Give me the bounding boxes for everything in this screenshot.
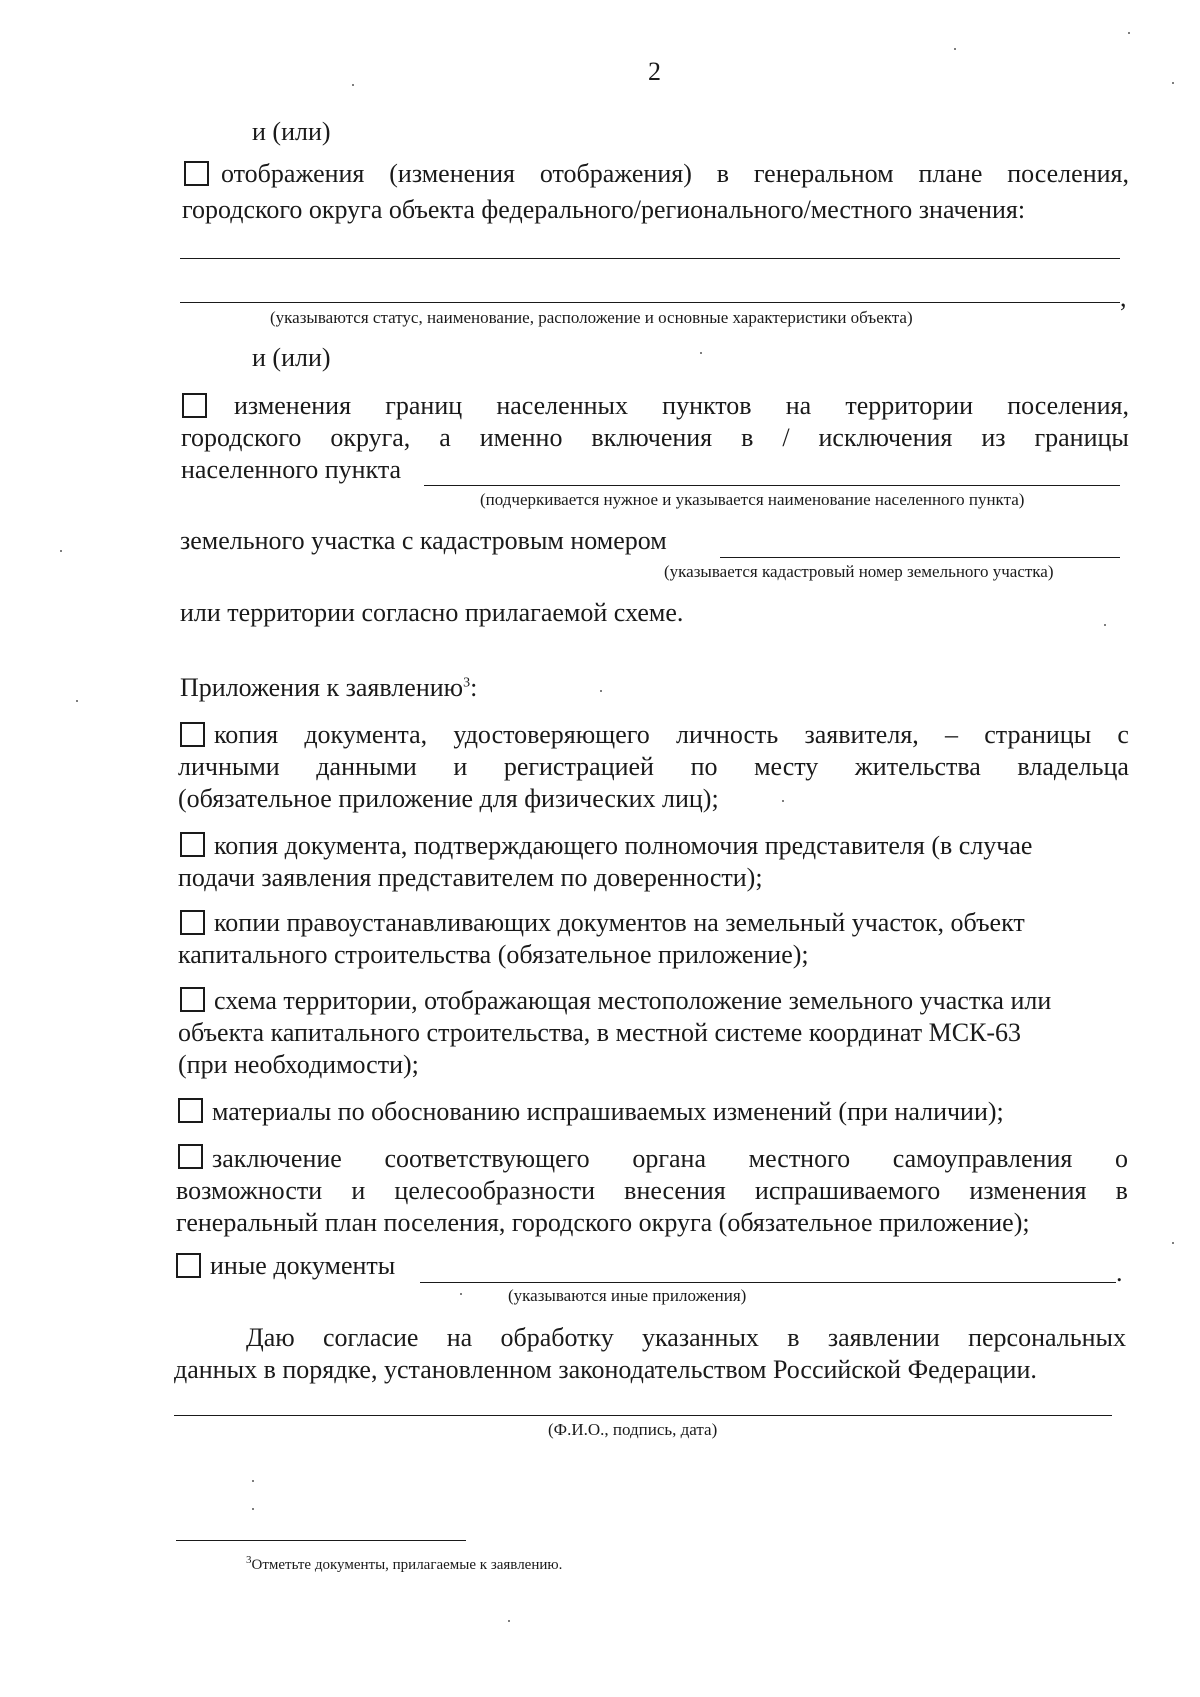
attachments-heading: Приложения к заявлению$^3$: (180, 673, 478, 702)
checkbox-change-borders[interactable] (182, 393, 207, 418)
change-borders-line-3: населенного пункта (181, 455, 402, 484)
title-docs-line-2: капитального строительства (обязательное приложение); (178, 940, 809, 969)
checkbox-other-docs[interactable] (176, 1253, 201, 1278)
checkbox-local-authority-conclusion[interactable] (178, 1144, 203, 1169)
footnote-separator (176, 1540, 466, 1541)
title-docs-line-1: копии правоустанавливающих документов на земельный участок, объект (214, 908, 1025, 937)
settlement-name-fill-line[interactable] (424, 485, 1120, 486)
display-object-line-2: городского округа объекта федерального/регионального/местного значения: (182, 195, 1026, 224)
conclusion-line-3: генеральный план поселения, городского округа (обязательное приложение); (176, 1208, 1030, 1237)
scan-speck (782, 800, 784, 802)
scan-speck (352, 84, 354, 86)
scan-speck (954, 48, 956, 50)
other-docs-fill-line[interactable] (420, 1282, 1116, 1283)
checkbox-representative-doc[interactable] (180, 832, 205, 857)
scan-speck (700, 352, 702, 354)
checkbox-display-object[interactable] (184, 161, 209, 186)
display-object-comma: , (1120, 283, 1127, 312)
display-object-hint: (указываются статус, наименование, расположение и основные характеристики объекта) (270, 308, 913, 327)
consent-line-2: данных в порядке, установленном законодательством Российской Федерации. (174, 1355, 1037, 1384)
representative-doc-line-1: копия документа, подтверждающего полномочия представителя (в случае (214, 831, 1033, 860)
change-borders-line-1: изменения границ населенных пунктов на территории поселения, (234, 391, 1129, 420)
display-object-fill-line-2[interactable] (180, 302, 1120, 303)
scan-speck (1104, 624, 1106, 626)
cadastral-number-fill-line[interactable] (720, 557, 1120, 558)
scan-speck (60, 550, 62, 552)
territory-scheme-line-1: схема территории, отображающая местоположение земельного участка или (214, 986, 1052, 1015)
consent-line-1: Даю согласие на обработку указанных в заявлении персональных (246, 1323, 1126, 1352)
territory-scheme-text: или территории согласно прилагаемой схеме. (180, 598, 684, 627)
identity-doc-line-2: личными данными и регистрацией по месту жительства владельца (178, 752, 1129, 781)
identity-doc-line-1: копия документа, удостоверяющего личность заявителя, – страницы с (214, 720, 1129, 749)
representative-doc-line-2: подачи заявления представителем по доверенности); (178, 863, 763, 892)
territory-scheme-line-2: объекта капитального строительства, в местной системе координат МСК-63 (178, 1018, 1022, 1047)
checkbox-identity-doc[interactable] (180, 722, 205, 747)
conclusion-line-2: возможности и целесообразности внесения испрашиваемого изменения в (176, 1176, 1128, 1205)
conclusion-line-1: заключение соответствующего органа местного самоуправления о (212, 1144, 1128, 1173)
scan-speck (1172, 82, 1174, 84)
display-object-fill-line-1[interactable] (180, 258, 1120, 259)
checkbox-title-docs[interactable] (180, 910, 205, 935)
page-number: 2 (648, 57, 661, 86)
other-docs-label: иные документы (210, 1251, 396, 1280)
footnote-text: $^3$Отметьте документы, прилагаемые к заявлению. (246, 1554, 563, 1573)
display-object-line-1: отображения (изменения отображения) в генеральном плане поселения, (221, 159, 1129, 188)
change-borders-hint: (подчеркивается нужное и указывается наименование населенного пункта) (480, 490, 1025, 509)
checkbox-territory-scheme[interactable] (180, 987, 205, 1012)
other-docs-hint: (указываются иные приложения) (508, 1286, 747, 1305)
cadastral-hint: (указывается кадастровый номер земельного участка) (664, 562, 1054, 581)
territory-scheme-line-3: (при необходимости); (178, 1050, 419, 1079)
scan-speck (600, 690, 602, 692)
scan-speck (76, 700, 78, 702)
or-label-1: и (или) (252, 117, 331, 146)
signature-hint: (Ф.И.О., подпись, дата) (548, 1420, 718, 1439)
scan-speck (252, 1480, 254, 1482)
scan-speck (460, 1293, 462, 1295)
justification-materials-line-1: материалы по обоснованию испрашиваемых изменений (при наличии); (212, 1097, 1004, 1126)
signature-fill-line[interactable] (174, 1415, 1112, 1416)
scan-speck (508, 1620, 510, 1622)
other-docs-dot: . (1116, 1258, 1123, 1287)
cadastral-label: земельного участка с кадастровым номером (180, 526, 667, 555)
identity-doc-line-3: (обязательное приложение для физических лиц); (178, 784, 719, 813)
checkbox-justification-materials[interactable] (178, 1098, 203, 1123)
change-borders-line-2: городского округа, а именно включения в / исключения из границы (181, 423, 1129, 452)
scan-speck (1172, 1242, 1174, 1244)
scan-speck (1128, 32, 1130, 34)
scan-speck (252, 1508, 254, 1510)
or-label-2: и (или) (252, 343, 331, 372)
